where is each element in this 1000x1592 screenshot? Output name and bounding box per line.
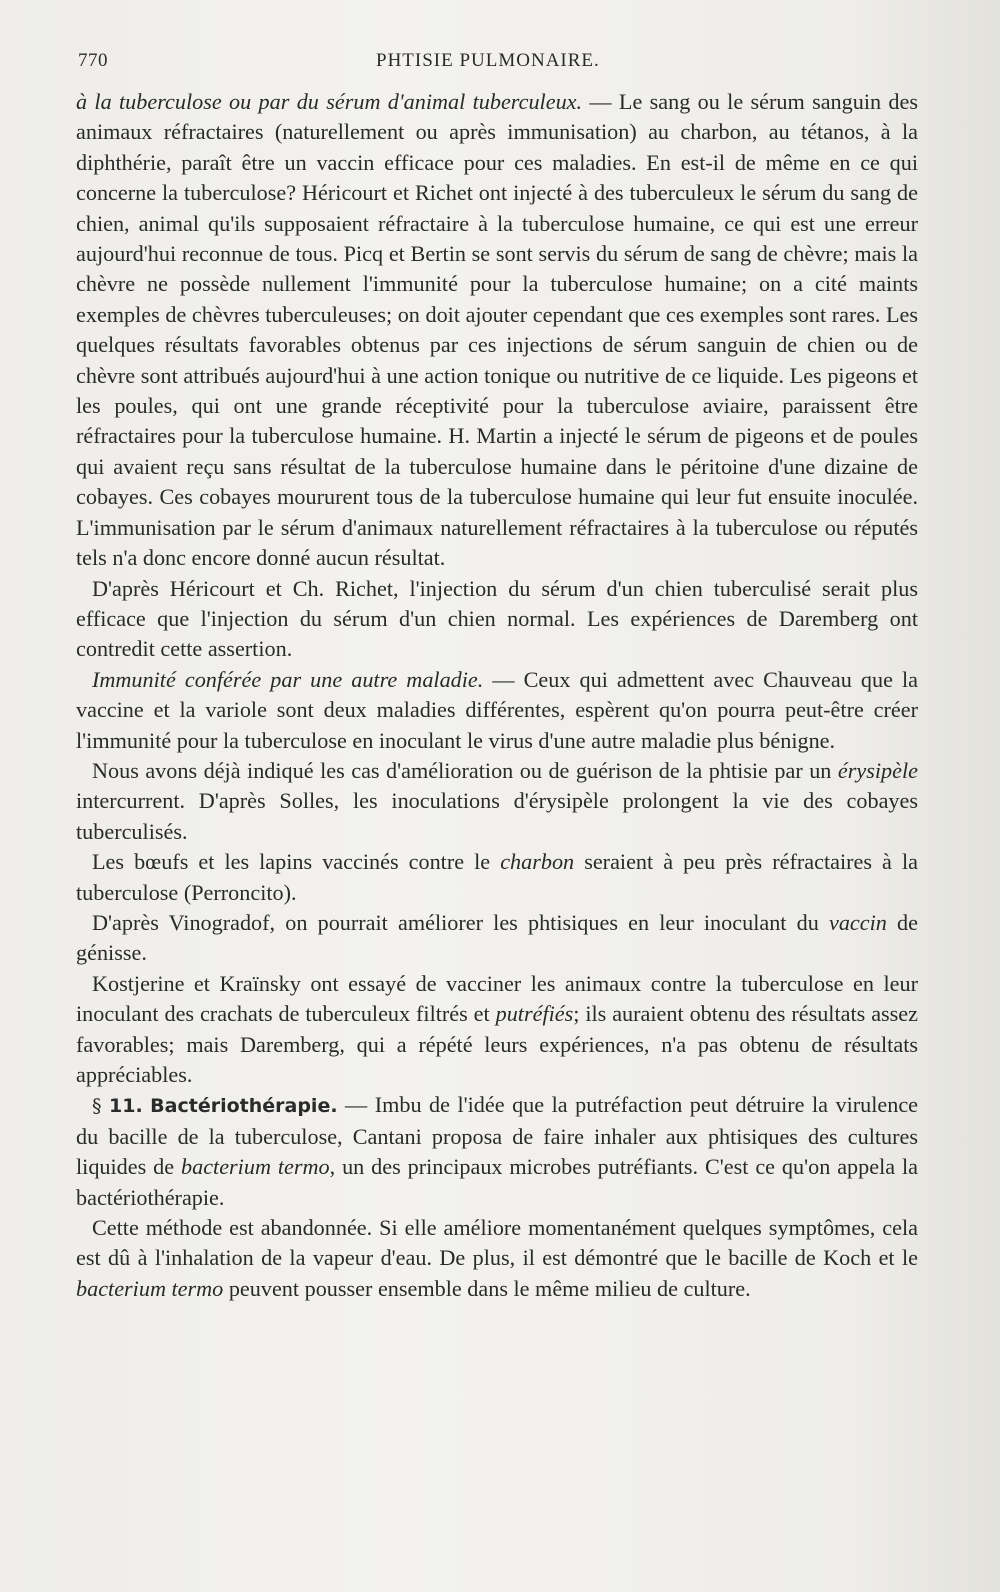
paragraph-kostjerine xyxy=(76,969,918,1091)
paragraph-text: ; ils auraient obtenu des résultats assez favorables; mais Daremberg, qui a répété leurs expériences, n'a pas obtenu de résultats appréciables. xyxy=(76,1001,919,1087)
paragraph-text: — Le sang ou le sérum sanguin des animaux réfractaires (naturellement ou après immunisation) au charbon, au tétanos, à la diphthérie, paraît être un vaccin efficace pour ces maladies. En est-il de même en ce qui concerne la tuberculose? Héricourt et Richet ont injecté à des tuberculeux le sérum du sang de chien, animal qu'ils supposaient réfractaire à la tuberculose humaine, ce qui est une erreur aujourd'hui reconnue de tous. Picq et Bertin se sont servis du sérum de sang de chèvre; mais la chèvre ne possède nullement l'immunité pour la tuberculose humaine; on a cité maints exemples de chèvres tuberculeuses; on doit ajouter cependant que ces exemples sont rares. Les quelques résultats favorables obtenus par ces injections de sérum sanguin de chien ou de chèvre sont attribués aujourd'hui à une action tonique ou nutritive de ce liquide. Les pigeons et les poules, qui ont une grande réceptivité pour la tuberculose aviaire, paraissent être réfractaires pour la tuberculose humaine. H. Martin a injecté le sérum de pigeons et de poules qui avaient reçu sans résultat de la tuberculose humaine dans le péritoine d'une dizaine de cobayes. Ces cobayes moururent tous de la tuberculose humaine qui leur fut ensuite inoculée. L'immunisation par le sérum d'animaux naturellement réfractaires à la tuberculose ou réputés tels n'a donc encore donné aucun résultat. xyxy=(76,89,918,571)
paragraph-text: D'après Héricourt et Ch. Richet, l'injection du sérum d'un chien tuberculisé serait plus efficace que l'injection du sérum d'un chien normal. Les expériences de Daremberg ont contredit cette assertion. xyxy=(76,575,918,662)
paragraph-text: seraient à peu près réfractaires à la tuberculose (Perroncito). xyxy=(76,849,918,905)
section-heading: Bactériothérapie. xyxy=(150,1095,338,1118)
paragraph-charbon xyxy=(76,847,918,908)
italic-lead: à la tuberculose ou par du sérum d'animal tuberculeux. xyxy=(76,89,583,114)
page-number: 770 xyxy=(78,50,108,71)
paragraph-text: de génisse. xyxy=(76,909,918,966)
paragraph-text: — Ceux qui admettent avec Chauveau que la vaccine et la variole sont deux maladies différentes, espèrent qu'on pourra peut-être créer l'immunité pour la tuberculose en inoculant le virus d'une autre maladie plus bénigne. xyxy=(76,666,918,753)
paragraph-text: Nous avons déjà indiqué les cas d'amélioration ou de guérison de la phtisie par un xyxy=(92,757,838,783)
paragraph-serum xyxy=(76,87,918,574)
paragraph-text: peuvent pousser ensemble dans le même milieu de culture. xyxy=(223,1275,751,1301)
paragraph-immunite-conferee xyxy=(76,665,918,756)
italic-term: vaccin xyxy=(828,909,887,935)
paragraph-text: — Imbu de l'idée que la putréfaction peut détruire la virulence du bacille de la tuberculose, Cantani proposa de faire inhaler aux phtisiques des cultures liquides de xyxy=(76,1092,919,1180)
paragraph-vinogradof xyxy=(76,908,918,969)
paragraph-hericourt-richet xyxy=(76,574,918,665)
running-title: PHTISIE PULMONAIRE. xyxy=(376,50,600,71)
paragraph-text: Les bœufs et les lapins vaccinés contre le xyxy=(92,849,501,875)
paragraph-text: Cette méthode est abandonnée. Si elle améliore momentanément quelques symptômes, cela est dû à l'inhalation de la vapeur d'eau. De plus, il est démontré que le bacille de Koch et le xyxy=(76,1215,918,1271)
italic-lead: Immunité conférée par une autre maladie. xyxy=(92,666,484,692)
section-mark: § xyxy=(92,1095,102,1118)
italic-term: charbon xyxy=(500,849,575,875)
page-header xyxy=(78,50,638,80)
italic-term: bacterium termo xyxy=(76,1275,224,1301)
section-number: 11. xyxy=(109,1095,143,1118)
italic-term: érysipèle xyxy=(837,757,918,783)
italic-term: putréfiés xyxy=(495,1001,574,1027)
paragraph-text: , un des principaux microbes putréfiants. C'est ce qu'on appela la bactériothérapie. xyxy=(76,1154,919,1210)
paragraph-text: intercurrent. D'après Solles, les inoculations d'érysipèle prolongent la vie des cobayes tuberculisés. xyxy=(76,788,918,844)
paragraph-text: Kostjerine et Kraïnsky ont essayé de vacciner les animaux contre la tuberculose en leur inoculant des crachats de tuberculeux filtrés et xyxy=(76,970,918,1027)
paragraph-text: D'après Vinogradof, on pourrait améliorer les phtisiques en leur inoculant du xyxy=(92,909,829,935)
paragraph-erysipele xyxy=(76,756,918,847)
body-text xyxy=(76,87,918,1304)
italic-term: bacterium termo xyxy=(181,1154,330,1180)
paragraph-methode-abandonnee xyxy=(76,1213,918,1304)
paragraph-bacteriotherapie xyxy=(76,1090,918,1213)
